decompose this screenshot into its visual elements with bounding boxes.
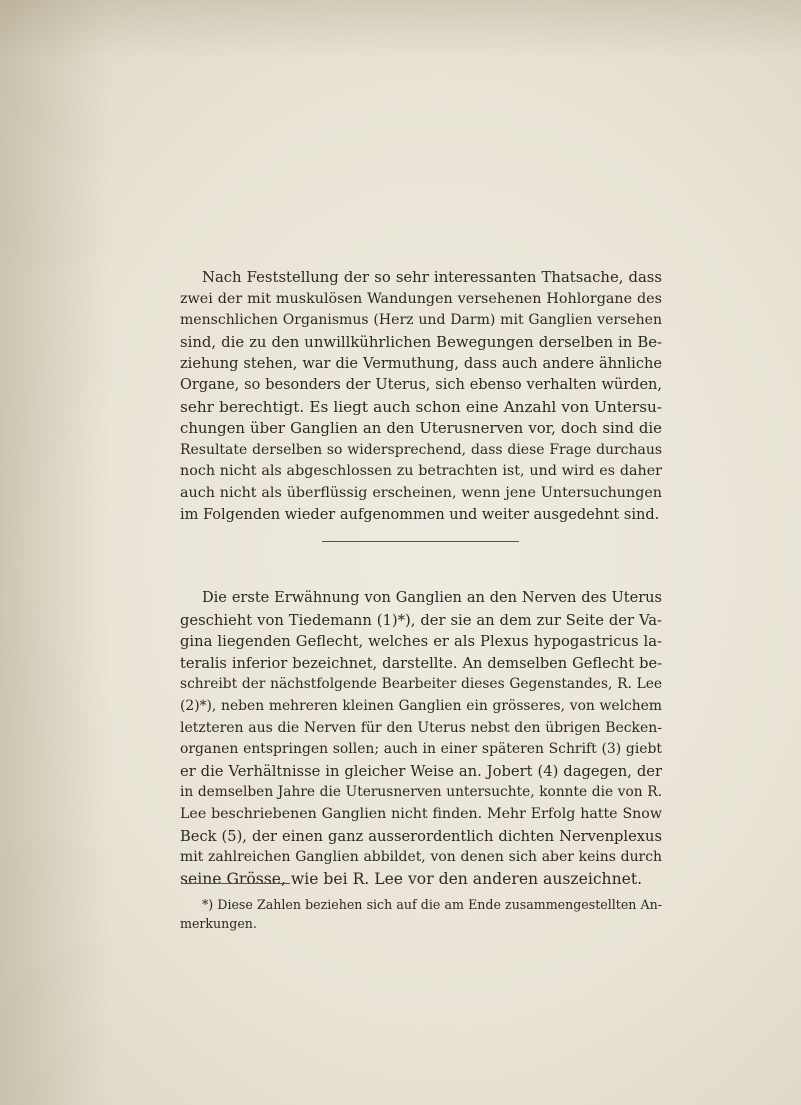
- text-line: seine Grösse, wie bei R. Lee vor den anderen auszeichnet.: [180, 869, 643, 888]
- paragraph-history: [180, 588, 662, 890]
- text-line: teralis inferior bezeichnet, darstellte. An demselben Geflecht be-: [180, 654, 662, 672]
- footnote-divider: [182, 883, 290, 884]
- text-line: sind, die zu den unwillkührlichen Bewegungen derselben in Be-: [180, 333, 662, 351]
- text-line: im Folgenden wieder aufgenommen und weiter ausgedehnt sind.: [180, 506, 660, 523]
- footnote: [180, 895, 662, 933]
- text-line: menschlichen Organismus (Herz und Darm) mit Ganglien versehen: [180, 312, 662, 329]
- text-line: schreibt der nächstfolgende Bearbeiter dieses Gegenstandes, R. Lee: [180, 676, 662, 693]
- text-line: gina liegenden Geflecht, welches er als Plexus hypogastricus la-: [180, 633, 662, 651]
- text-line: Resultate derselben so widersprechend, dass diese Frage durchaus: [180, 441, 662, 458]
- text-line: (2)*), neben mehreren kleinen Ganglien ein grösseres, von welchem: [180, 697, 662, 714]
- text-line: zwei der mit muskulösen Wandungen versehenen Hohlorgane des: [180, 290, 662, 307]
- text-line: ziehung stehen, war die Vermuthung, dass auch andere ähnliche: [180, 355, 662, 373]
- text-line: Nach Feststellung der so sehr interessanten Thatsache, dass: [202, 269, 662, 286]
- text-line: auch nicht als überflüssig erscheinen, wenn jene Untersuchungen: [180, 484, 662, 501]
- text-line: mit zahlreichen Ganglien abbildet, von denen sich aber keins durch: [180, 849, 662, 866]
- text-line: Beck (5), der einen ganz ausserordentlich dichten Nervenplexus: [180, 827, 662, 845]
- text-line: Die erste Erwähnung von Ganglien an den Nerven des Uterus: [202, 590, 662, 606]
- section-divider: [322, 541, 519, 542]
- text-line: in demselben Jahre die Uterusnerven untersuchte, konnte die von R.: [180, 784, 662, 801]
- text-line: chungen über Ganglien an den Uterusnerven vor, doch sind die: [180, 419, 662, 438]
- footnote-line: *) Diese Zahlen beziehen sich auf die am Ende zusammengestellten An-: [202, 897, 662, 912]
- text-line: noch nicht als abgeschlossen zu betrachten ist, und wird es daher: [180, 463, 662, 480]
- footnote-line: merkungen.: [180, 916, 257, 931]
- text-line: letzteren aus die Nerven für den Uterus nebst den übrigen Becken-: [180, 719, 662, 736]
- text-line: sehr berechtigt. Es liegt auch schon eine Anzahl von Untersu-: [180, 397, 662, 416]
- text-line: er die Verhältnisse in gleicher Weise an. Jobert (4) dagegen, der: [180, 762, 662, 780]
- text-line: organen entspringen sollen; auch in einer späteren Schrift (3) giebt: [180, 741, 662, 758]
- text-line: geschieht von Tiedemann (1)*), der sie an dem zur Seite der Va-: [180, 611, 662, 629]
- text-line: Organe, so besonders der Uterus, sich ebenso verhalten würden,: [180, 376, 662, 393]
- text-line: Lee beschriebenen Ganglien nicht finden. Mehr Erfolg hatte Snow: [180, 805, 662, 822]
- paragraph-intro: [180, 267, 662, 526]
